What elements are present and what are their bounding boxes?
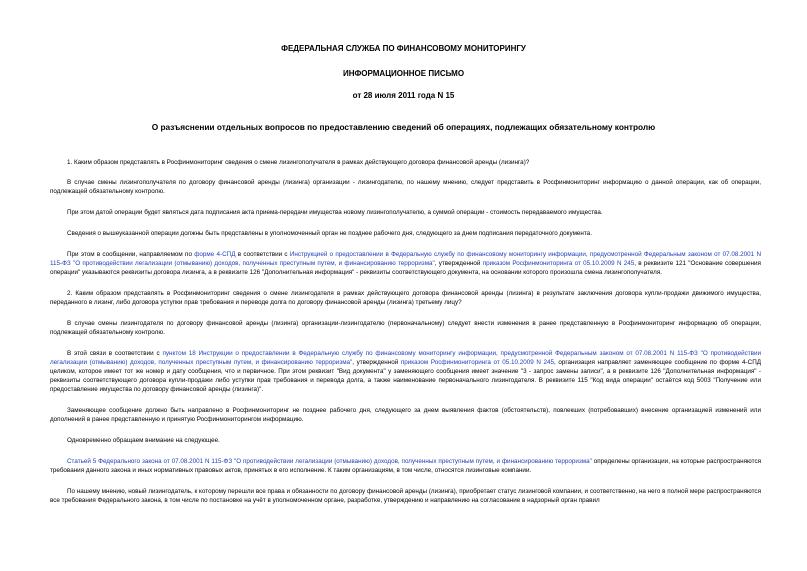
paragraph (50, 457, 761, 475)
link-form-4spd[interactable]: форме 4-СПД (194, 251, 236, 258)
paragraph: По нашему мнению, новый лизингодатель, к которому перешли все права и обязанности по договору финансовой аренды (лизинга), приобретает статус лизинговой компании, и соответственно, на него в полной мере распространяются все требования Федерального закона, в том числе по постановке на учёт в уполномоченном органе, разработке, утверждению и направлению на согласование в надзорный орган правил (50, 488, 761, 504)
link-article-5[interactable]: Статьей 5 (67, 458, 97, 465)
paragraph: Одновременно обращаем внимание на следующее. (67, 437, 220, 444)
link-order-245[interactable]: приказом Росфинмониторинга от 05.10.2009 N 245 (482, 260, 635, 267)
link-instruction[interactable]: Инструкции о предоставлении в Федеральную службу по финансовому мониторингу информации, предусмотренной Федеральным законом от 07.08.2001 N 115-ФЗ "О противодействии легализации (отмыванию) доходов, полученных преступным путем, и финансированию терроризма" (50, 350, 761, 366)
paragraph: В случае смены лизингополучателя по договору финансовой аренды (лизинга) организации - лизингодателю, по нашему мнению, следует представить в Росфинмониторинг информацию о данной операции, как об операции, подлежащей обязательному контролю. (50, 179, 761, 195)
document-body (50, 158, 761, 517)
document-topic: О разъяснении отдельных вопросов по предоставлению сведений об операциях, подлежащих обязательному контролю (151, 122, 656, 132)
question-1: 1. Каким образом представлять в Росфинмониторинг сведения о смене лизингополучателя в рамках действующего договора финансовой аренды (лизинга)? (67, 159, 530, 166)
paragraph: Заменяющее сообщение должно быть направлено в Росфинмониторинг не позднее рабочего дня, следующего за днем выявления фактов (обстоятельств), повлекших (потребовавших) внесение организацией изменений или дополнений в ранее представленную и принятую Росфинмониторингом информацию. (50, 407, 761, 423)
link-order-245[interactable]: приказом Росфинмониторинга от 05.10.2009 N 245 (400, 359, 555, 366)
doc-type-heading: ИНФОРМАЦИОННОЕ ПИСЬМО (342, 69, 465, 78)
link-point-18[interactable]: пунктом 18 (162, 350, 196, 357)
text-run: В этой связи в соответствии с (67, 350, 163, 357)
paragraph: В случае смены лизингодателя по договору финансовой аренды (лизинга) организации-лизингодателю (первоначальному) следует внести изменения в ранее представленную в Росфинмониторинг информацию об операции, подлежащей обязательному контролю. (50, 320, 761, 336)
doc-date: от 28 июля 2011 года N 15 (352, 91, 455, 100)
paragraph: При этом датой операции будет являться дата подписания акта приема-передачи имущества новому лизингополучателю, а суммой операции - стоимость передаваемого имущества. (67, 209, 603, 216)
text-run: в соответствии с (235, 251, 290, 258)
question-2: 2. Каким образом представлять в Росфинмониторинг сведения о смене лизингодателя в рамках действующего договора финансовой аренды (лизинга) в результате заключения договора купли-продажи движимого имущества, переданного в лизинг, либо договора уступки прав требования и переводе долга по договору финансовой аренды (лизинга) третьему лицу? (50, 290, 761, 306)
paragraph (50, 250, 761, 277)
paragraph: Сведения о вышеуказанной операции должны быть представлены в уполномоченный орган не позднее рабочего дня, следующего за днем подписания передаточного документа. (67, 230, 592, 237)
text-run: , утвержденной (352, 359, 401, 366)
link-instruction[interactable]: Инструкцией о предоставлении в Федеральную службу по финансовому мониторингу информации, предусмотренной Федеральным законом от 07.08.2001 N 115-ФЗ "О противодействии легализации (отмыванию) доходов, полученных преступным путем, и финансированию терроризма" (50, 251, 761, 267)
text-run: При этом в сообщении, направляемом по (67, 251, 195, 258)
text-run: , утвержденной (434, 260, 483, 267)
text-run: , организация направляет заменяющее сообщение по форме 4-СПД целиком, которое имеет тот же номер и дату сообщения, что и первичное. При этом реквизит "Вид документа" у заменяющего сообщения имеет значение "3 - запрос замены записи", а в реквизите 126 "Дополнительная информация" - реквизиты соответствующего договора купли-продажи либо уступки прав требования и перевода долга, а также наименование первоначального лизингодателя. В реквизите 115 "Код вида операции" остаётся код 5003 "Получение или предоставление имущества по договору финансовой аренды (лизинга)". (50, 359, 761, 393)
text-run: , в реквизите 121 "Основание совершения операции" указываются реквизиты договора лизинга, а в реквизите 126 "Дополнительная информация" - реквизиты соответствующего документа, на основании которого произошла смена лизингополучателя. (50, 260, 761, 276)
org-heading: ФЕДЕРАЛЬНАЯ СЛУЖБА ПО ФИНАНСОВОМУ МОНИТОРИНГУ (281, 44, 526, 53)
link-federal-law-115[interactable]: Федерального закона от 07.08.2001 N 115-ФЗ "О противодействии легализации (отмыванию) доходов, полученных преступным путем, и финансированию терроризма" (98, 458, 592, 465)
paragraph (50, 349, 761, 394)
text-run: определены организации, на которые распространяются требования данного закона и иных нормативных правовых актов, принятых в его исполнение. К таким организациям, в том числе, относятся лизинговые компании. (50, 458, 762, 474)
